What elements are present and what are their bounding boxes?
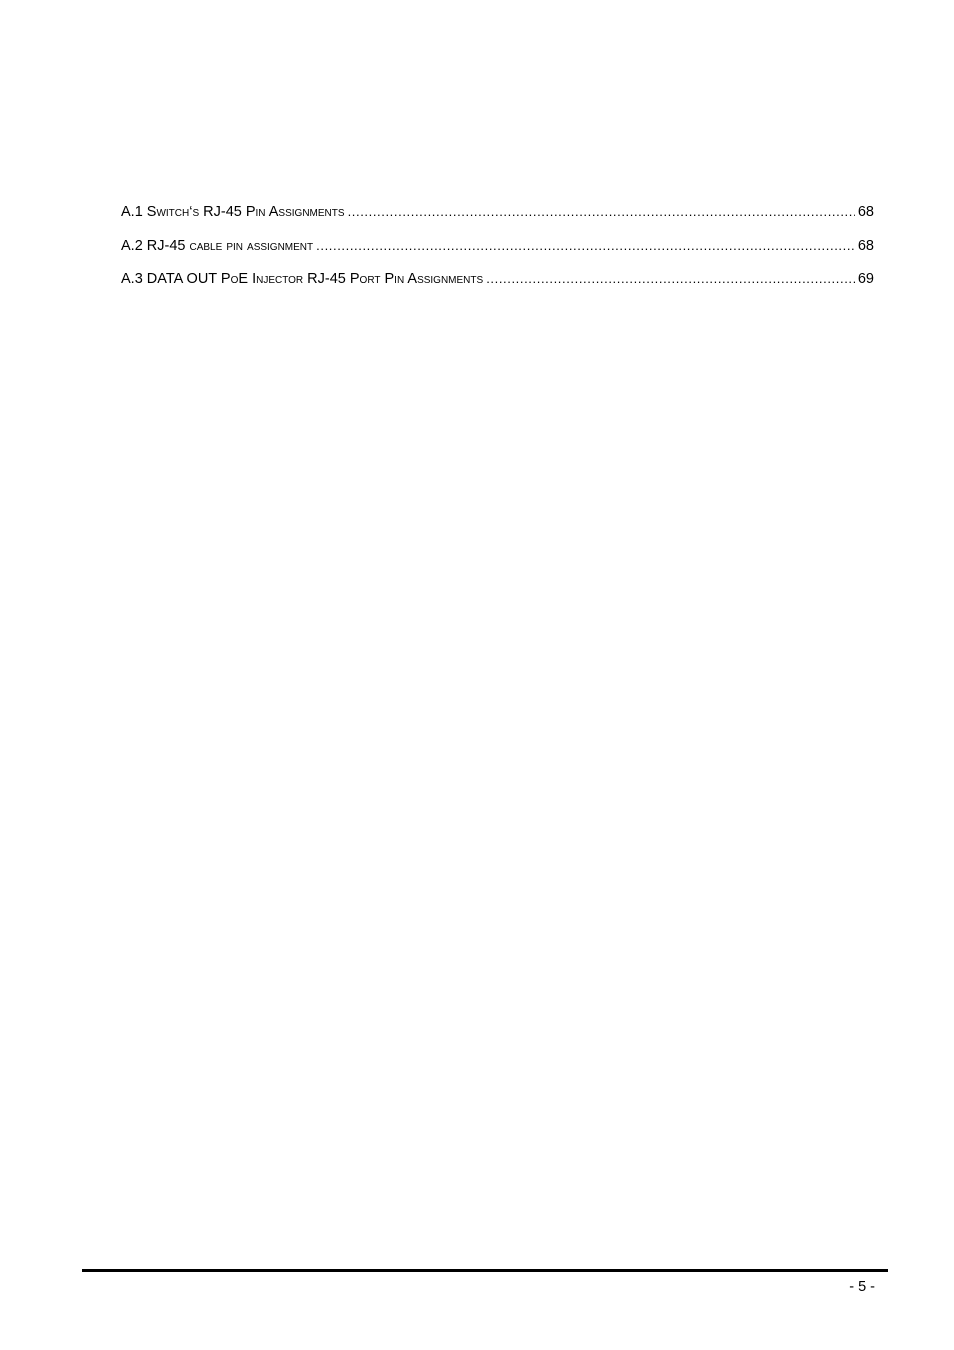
toc-dot-leader — [486, 270, 855, 288]
toc-entry[interactable] — [121, 203, 874, 237]
toc-dot-leader — [316, 237, 855, 255]
toc-dot-leader — [348, 203, 855, 221]
page-number: - 5 - — [849, 1279, 875, 1295]
toc-entry[interactable] — [121, 237, 874, 271]
toc-entry-title: A.1 Switch‘s RJ-45 Pin Assignments — [121, 204, 345, 220]
toc-entry-title: A.2 RJ-45 cable pin assignment — [121, 237, 314, 254]
toc-entry-page: 69 — [857, 271, 874, 287]
toc-entry-title: A.3 DATA OUT PoE Injector RJ-45 Port Pin Assignments — [121, 271, 484, 287]
table-of-contents — [121, 203, 874, 304]
toc-entry-page: 68 — [857, 204, 874, 220]
footer-divider — [82, 1269, 888, 1272]
toc-entry[interactable] — [121, 270, 874, 304]
toc-entry-page: 68 — [857, 237, 874, 254]
